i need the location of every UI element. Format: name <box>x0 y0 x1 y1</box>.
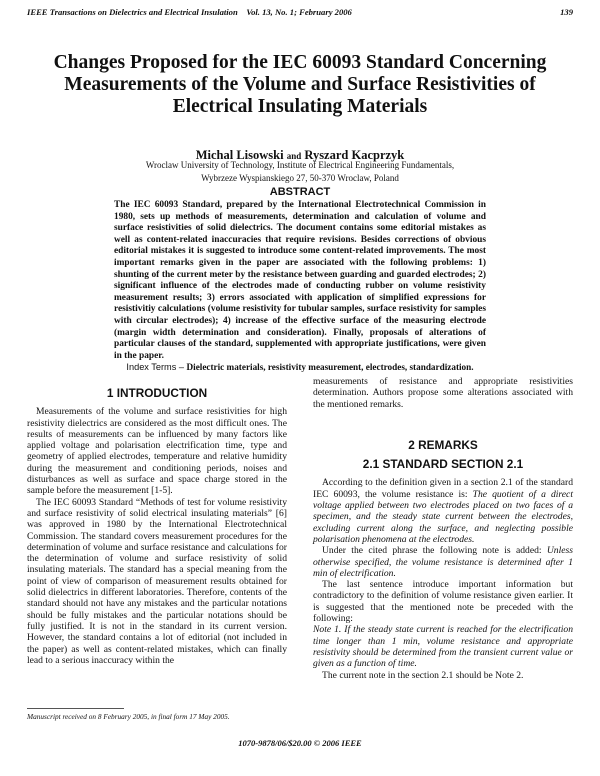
copyright-footer: 1070-9878/06/$20.00 © 2006 IEEE <box>238 738 362 748</box>
proposed-note: Note 1. If the steady state current is reached for the electrification time longer than 1 min, volume resistance and appropriate resistivity should be determined from the transient current value or given as a function of time. <box>313 624 573 670</box>
paragraph: measurements of resistance and appropriate resistivities determination. Authors propose some alterations associated with the mentioned remarks. <box>313 376 573 410</box>
section-heading-remarks: 2 REMARKS <box>408 437 478 452</box>
journal-info: IEEE Transactions on Dielectrics and Electrical Insulation Vol. 13, No. 1; February 2006 <box>27 7 352 17</box>
affiliation-line: Wroclaw University of Technology, Institute of Electrical Engineering Fundamentals, <box>145 160 455 170</box>
paragraph <box>313 477 573 545</box>
title-line: Electrical Insulating Materials <box>172 96 428 117</box>
affiliation <box>0 159 600 184</box>
section-heading-introduction: 1 INTRODUCTION <box>106 386 208 400</box>
index-terms-list: Dielectric materials, resistivity measurement, electrodes, standardization. <box>186 362 474 372</box>
page-number: 139 <box>560 7 573 17</box>
paragraph: The IEC 60093 Standard “Methods of test for volume resistivity and surface resistivity of solid electrical insulating materials” [6] was approved in 1980 by the International Electrotechnical Commission. The standard covers measurement procedures for the determination of volume and surface resistance and calculations for the determination of volume and surface resistivity of solid insulating materials. The standard has a special meaning from the point of view of comparison of measurement results obtained for solid dielectrics in different laboratories. Therefore, contents of the standard should not have any mistakes and the particular notations should be fully mistakes and the particular notations should be fully justified. It is not in the standard in its current version. However, the standard contains a lot of editorial (not included in the paper) as well as content-related mistakes, which can finally lead to a serious inaccuracy within the <box>27 496 287 666</box>
index-terms-label: Index Terms – <box>126 362 187 372</box>
paragraph: The last sentence introduce important information but contradictory to the definition of volume resistance given earlier. It is suggested that the mentioned note be preceded with the following: <box>313 579 573 625</box>
footnote: Manuscript received on 8 February 2005, in final form 17 May 2005. <box>27 712 230 721</box>
right-column <box>313 376 573 681</box>
author: Michal Lisowski <box>195 148 284 162</box>
title-line: Changes Proposed for the IEC 60093 Standard Concerning <box>53 52 547 73</box>
paragraph: Measurements of the volume and surface resistivities for high resistivity dielectrics are considered as the most difficult ones. The results of measurements can be influenced by many factors like applied voltage and polarisation electrification time, type and geometry of applied electrodes, temperature and relative humidity during the measurement and conditioning periods, noises and disturbances as well as surface and space charge stored in the sample before the measurement [1-5]. <box>27 406 287 497</box>
affiliation-line: Wybrzeze Wyspianskiego 27, 50-370 Wroclaw, Poland <box>201 172 399 183</box>
abstract-heading: ABSTRACT <box>269 186 331 198</box>
quoted-note: Unless otherwise specified, the volume resistance is determined after 1 min of electrification. <box>313 545 573 579</box>
author-conjunction: and <box>286 151 302 161</box>
paper-title <box>20 52 580 118</box>
footnote-divider <box>27 708 124 709</box>
text: Under the cited phrase the following note is added: <box>322 545 547 557</box>
paragraph <box>313 545 573 579</box>
text: According to the definition given in a section 2.1 of the standard IEC 60093, the volume resistance is: <box>313 477 573 500</box>
title-line: Measurements of the Volume and Surface Resistivities of <box>64 74 536 95</box>
index-terms <box>0 362 600 372</box>
paragraph: The current note in the section 2.1 should be Note 2. <box>322 669 524 681</box>
author: Ryszard Kacprzyk <box>304 148 405 162</box>
left-column <box>27 388 287 666</box>
quoted-definition: The quotient of a direct voltage applied between two electrodes placed on two faces of a specimen, and the steady state current between the electrodes, excluding current along the surface, and neglecting possible polarisation phenomena at the electrodes. <box>313 488 573 545</box>
abstract-body: The IEC 60093 Standard, prepared by the International Electrotechnical Commission in 1980, sets up methods of measurements, determination and calculation of volume and surface resistivities of solid dielectrics. The document contains some editorial mistakes as well as content-related inaccuracies that require revisions. Besides corrections of obvious editorial mistakes it is suggested to introduce some content-related improvements. The most important remarks given in the paper are associated with the following problems: 1) shunting of the current meter by the resistance between guarding and guarded electrodes; 2) significant influence of the electrodes made of conducting rubber on volume resistivity measurement results; 3) errors associated with application of simplified expressions for resistivitiy calculations (volume resistivity for tubular samples, surface resistivity for samples with circular electrodes); 4) increase of the effective surface of the measuring electrode (margin width determination and consideration). Finally, proposals of alterations of particular clauses of the standard, supplemented with appropriate justifications, were given in the paper. <box>114 200 486 361</box>
subsection-heading: 2.1 STANDARD SECTION 2.1 <box>362 457 524 472</box>
running-header <box>27 7 573 17</box>
